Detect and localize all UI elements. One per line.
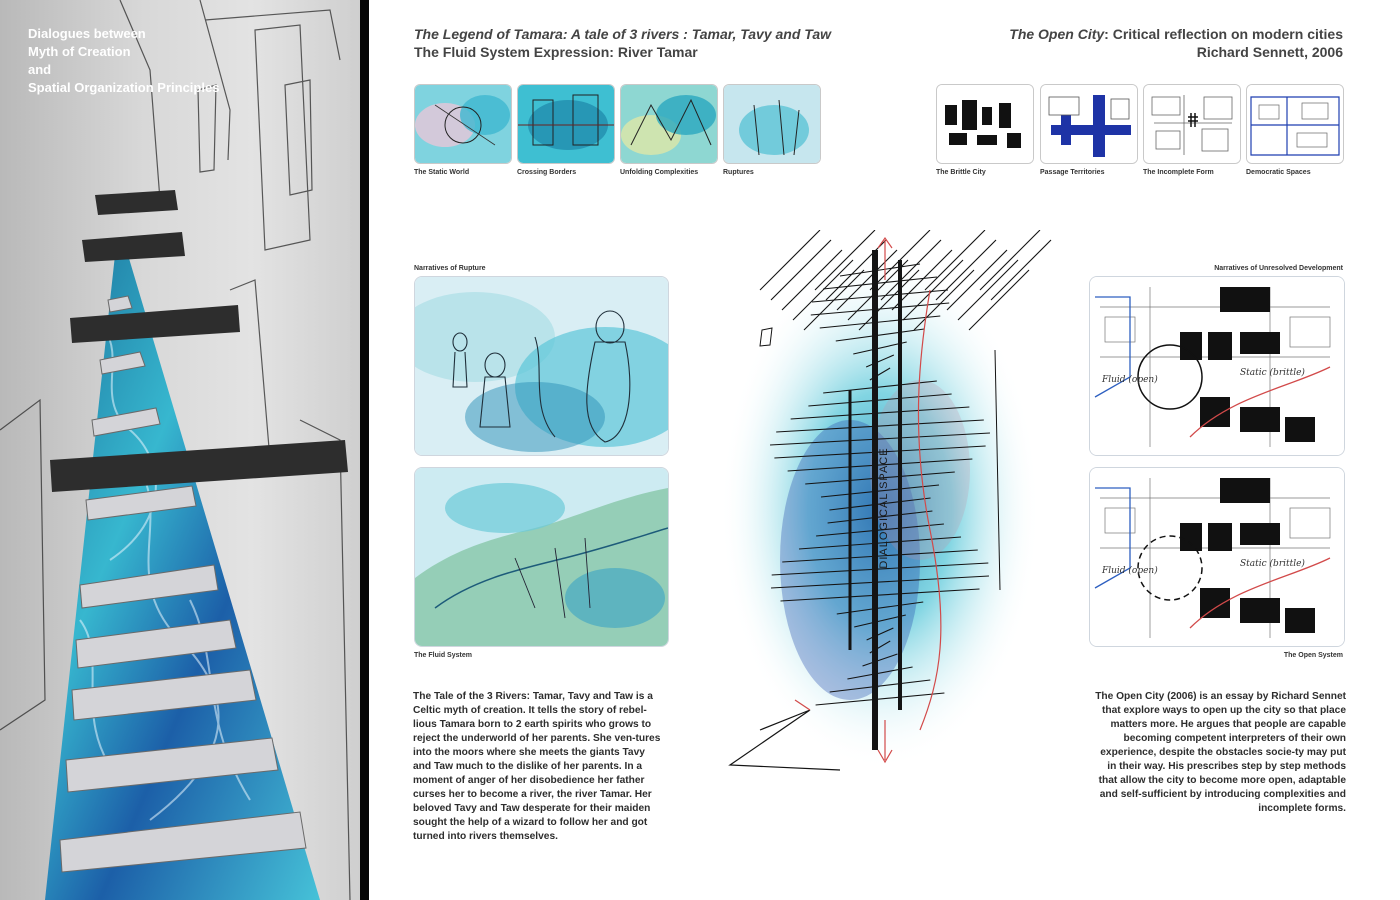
plan1-static-text: Static (brittle) xyxy=(1240,368,1305,378)
thumb-ruptures[interactable] xyxy=(723,84,821,164)
city-plan-icon xyxy=(1041,85,1137,163)
caption-unfolding-complexities: Unfolding Complexities xyxy=(620,169,699,176)
caption-static-world: The Static World xyxy=(414,169,470,176)
label-open-system: The Open System xyxy=(1283,652,1343,659)
label-fluid-system: The Fluid System xyxy=(414,652,472,659)
plan1-fluid-text: Fluid (open) xyxy=(1102,375,1158,385)
unresolved-plan-1 xyxy=(1089,276,1345,456)
thumb-unfolding-complexities[interactable] xyxy=(620,84,718,164)
thumb-incomplete-form[interactable] xyxy=(1143,84,1241,164)
city-plan-icon xyxy=(1247,85,1343,163)
panel-divider xyxy=(360,0,369,900)
dialogical-space-artwork xyxy=(700,230,1080,790)
watercolor-sketch-icon xyxy=(518,85,614,163)
left-title-line-3: and xyxy=(28,62,52,77)
legend-title: The Legend of Tamara: A tale of 3 rivers : Tamar, Tavy and Taw xyxy=(414,26,832,42)
watercolor-sketch-icon xyxy=(724,85,820,163)
open-city-title xyxy=(1009,26,1343,42)
left-title-line-1: Dialogues between xyxy=(28,26,146,41)
label-narratives-unresolved: Narratives of Unresolved Development xyxy=(1214,265,1343,272)
thumb-democratic-spaces[interactable] xyxy=(1246,84,1344,164)
caption-passage-territories: Passage Territories xyxy=(1040,169,1105,176)
city-plan-icon xyxy=(937,85,1033,163)
open-city-paragraph: The Open City (2006) is an essay by Richard Sennet that explore ways to open up the city so that place matters more. He argues that people are capable becoming competent interpreters of their own experience, despite the obstacles socie-ty may put in their way. His prescribes step by step methods that allow the city to become more open, adaptable and self-sufficient by introducing complexities and incomplete forms. xyxy=(1095,691,1346,814)
caption-ruptures: Ruptures xyxy=(723,169,754,176)
caption-democratic-spaces: Democratic Spaces xyxy=(1246,169,1311,176)
caption-crossing-borders: Crossing Borders xyxy=(517,169,577,176)
legend-subtitle: The Fluid System Expression: River Tamar xyxy=(414,44,698,60)
watercolor-sketch-icon xyxy=(621,85,717,163)
left-panel-title xyxy=(28,25,219,97)
thumb-crossing-borders[interactable] xyxy=(517,84,615,164)
map-watercolor-icon xyxy=(415,468,668,646)
site-plan-icon xyxy=(1090,468,1344,646)
open-city-title-rest: : Critical reflection on modern cities xyxy=(1104,26,1343,42)
watercolor-sketch-icon xyxy=(415,85,511,163)
caption-incomplete-form: The Incomplete Form xyxy=(1143,169,1214,176)
city-plan-icon xyxy=(1144,85,1240,163)
tale-paragraph: The Tale of the 3 Rivers: Tamar, Tavy and Taw is a Celtic myth of creation. It tells the story of rebel-lious Tamara born to 2 earth spirits who grows to reject the underworld of her parents. She ven-tures into the moors where she meets the giants Tavy and Taw much to the dislike of her parents. In a moment of anger of her disobedience her father curses her to become a river, the river Tamar. Her beloved Tavy and Taw desperate for their maiden sought the help of a wizard to follow her and got turned into rivers themselves. xyxy=(413,691,661,842)
dialogical-space-label: DIALOGICAL SPACE xyxy=(878,447,890,569)
thumb-passage-territories[interactable] xyxy=(1040,84,1138,164)
left-artwork-panel xyxy=(0,0,360,900)
open-city-author: Richard Sennett, 2006 xyxy=(1196,44,1343,60)
label-narratives-rupture: Narratives of Rupture xyxy=(414,265,486,272)
rupture-artwork xyxy=(414,276,669,456)
thumb-brittle-city[interactable] xyxy=(936,84,1034,164)
open-city-title-italic: The Open City xyxy=(1009,26,1105,42)
thumb-static-world[interactable] xyxy=(414,84,512,164)
ladder-artwork-icon xyxy=(0,0,360,900)
open-system-plan xyxy=(1089,467,1345,647)
dialogical-space-label-wrap xyxy=(872,440,892,580)
site-plan-icon xyxy=(1090,277,1344,455)
figures-watercolor-icon xyxy=(415,277,668,455)
fluid-system-map xyxy=(414,467,669,647)
left-title-line-4: Spatial Organization Principles xyxy=(28,80,220,95)
left-title-line-2: Myth of Creation xyxy=(28,44,131,59)
caption-brittle-city: The Brittle City xyxy=(936,169,986,176)
plan2-fluid-text: Fluid (open) xyxy=(1102,566,1158,576)
plan2-static-text: Static (brittle) xyxy=(1240,559,1305,569)
